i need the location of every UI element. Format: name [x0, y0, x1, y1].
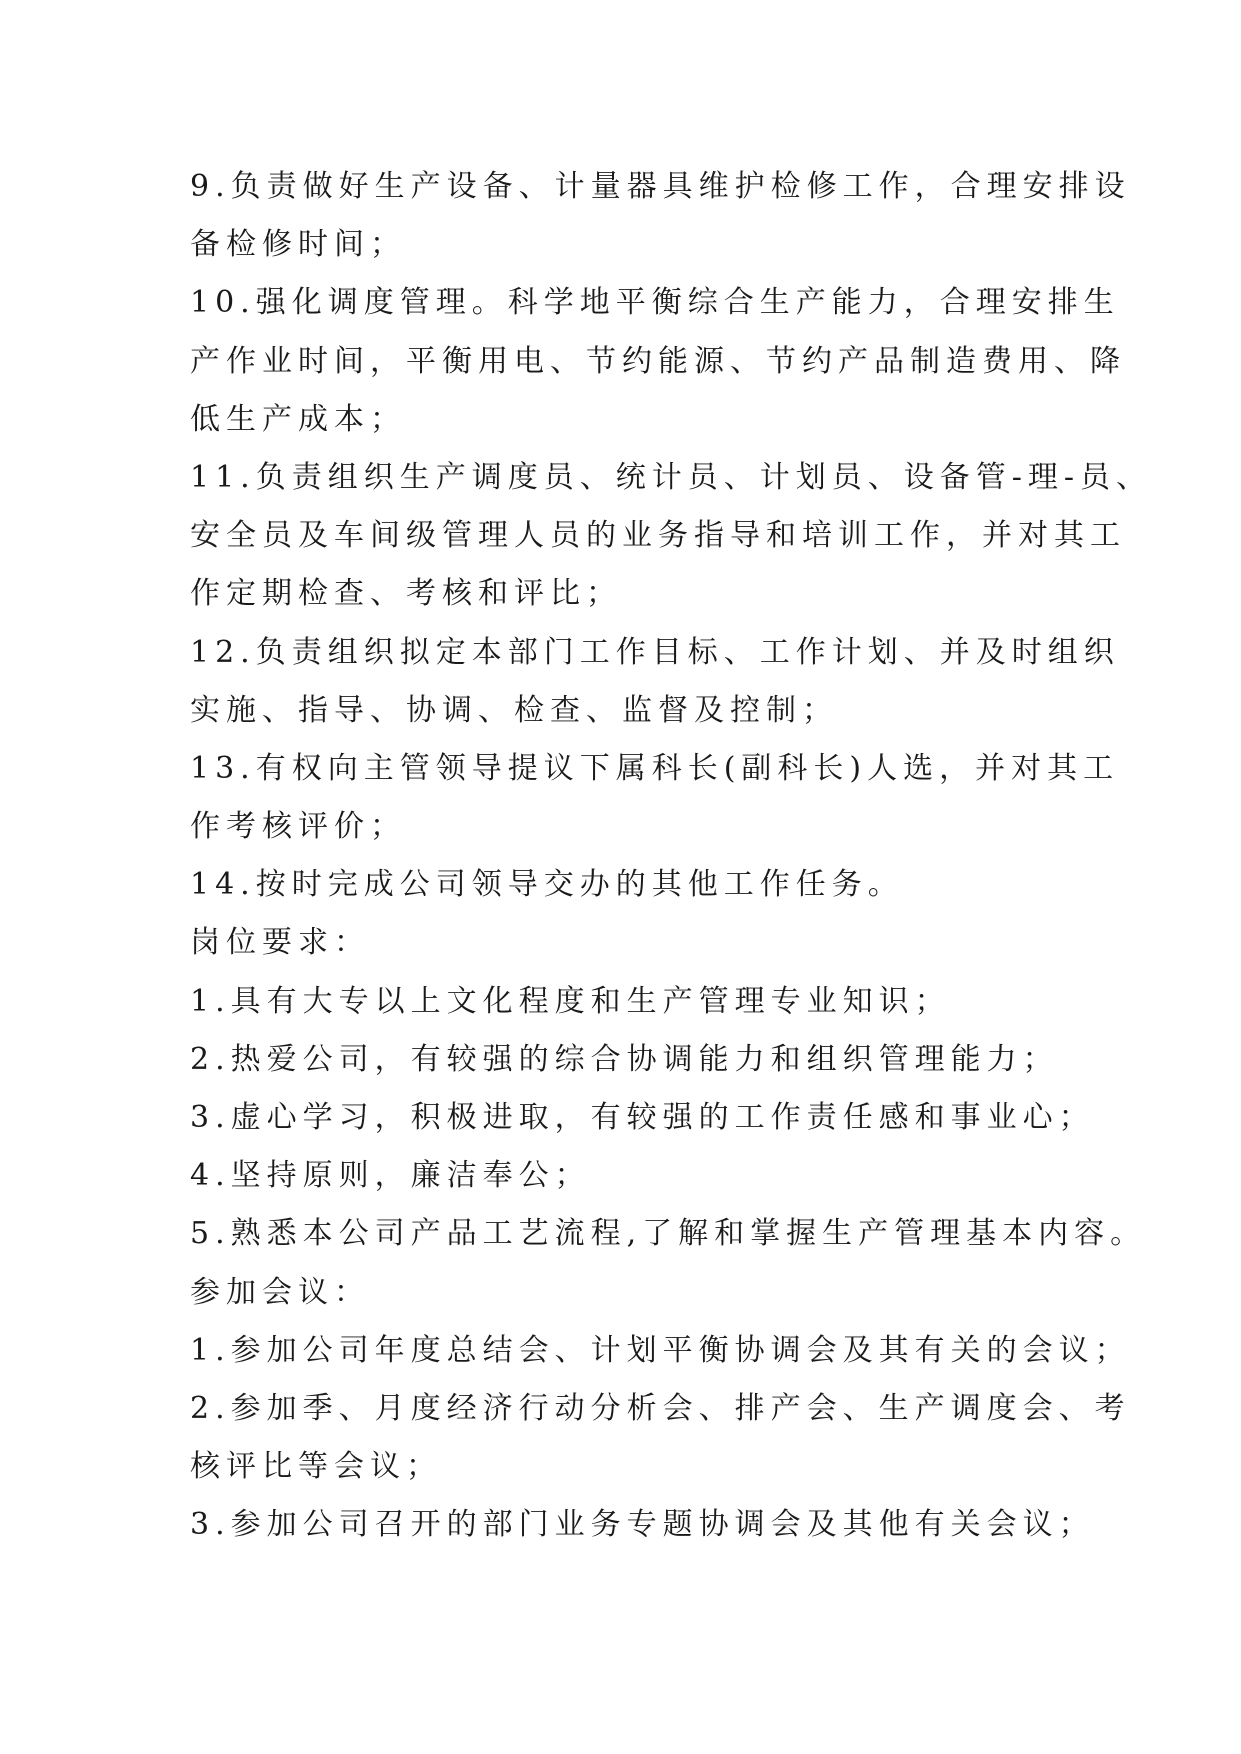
text-line: 1.参加公司年度总结会、计划平衡协调会及其有关的会议； [190, 1332, 1131, 1368]
text-line: 作考核评价； [190, 809, 406, 845]
document-body [190, 158, 1152, 1555]
text-line: 1.具有大专以上文化程度和生产管理专业知识； [190, 983, 951, 1019]
text-line: 3.参加公司召开的部门业务专题协调会及其他有关会议； [190, 1507, 1095, 1543]
section-heading: 岗位要求： [190, 925, 370, 961]
text-line: 3.虚心学习，积极进取，有较强的工作责任感和事业心； [190, 1100, 1095, 1135]
text-line: 核评比等会议； [190, 1449, 442, 1485]
text-line: 2.参加季、月度经济行动分析会、排产会、生产调度会、考 [190, 1390, 1131, 1426]
text-line: 安全员及车间级管理人员的业务指导和培训工作，并对其工 [190, 518, 1126, 554]
text-line: 4.坚持原则，廉洁奉公； [190, 1158, 591, 1194]
text-line: 10.强化调度管理。科学地平衡综合生产能力，合理安排生 [190, 285, 1120, 321]
text-line: 14.按时完成公司领导交办的其他工作任务。 [190, 867, 904, 903]
section-heading: 参加会议： [190, 1274, 370, 1310]
text-line: 5.熟悉本公司产品工艺流程,了解和掌握生产管理基本内容。 [190, 1216, 1147, 1252]
text-line: 作定期检查、考核和评比； [190, 576, 622, 612]
text-line: 产作业时间，平衡用电、节约能源、节约产品制造费用、降 [190, 343, 1126, 379]
text-line: 备检修时间； [190, 227, 406, 263]
text-line: 2.热爱公司，有较强的综合协调能力和组织管理能力； [190, 1041, 1059, 1077]
text-line: 低生产成本； [190, 401, 406, 437]
text-line: 实施、指导、协调、检查、监督及控制； [190, 692, 838, 728]
text-line: 9.负责做好生产设备、计量器具维护检修工作，合理安排设 [190, 169, 1131, 204]
text-line: 12.负责组织拟定本部门工作目标、工作计划、并及时组织 [190, 634, 1120, 670]
text-line: 11.负责组织生产调度员、统计员、计划员、设备管-理-员、 [190, 459, 1152, 495]
text-line: 13.有权向主管领导提议下属科长(副科长)人选，并对其工 [190, 750, 1120, 786]
